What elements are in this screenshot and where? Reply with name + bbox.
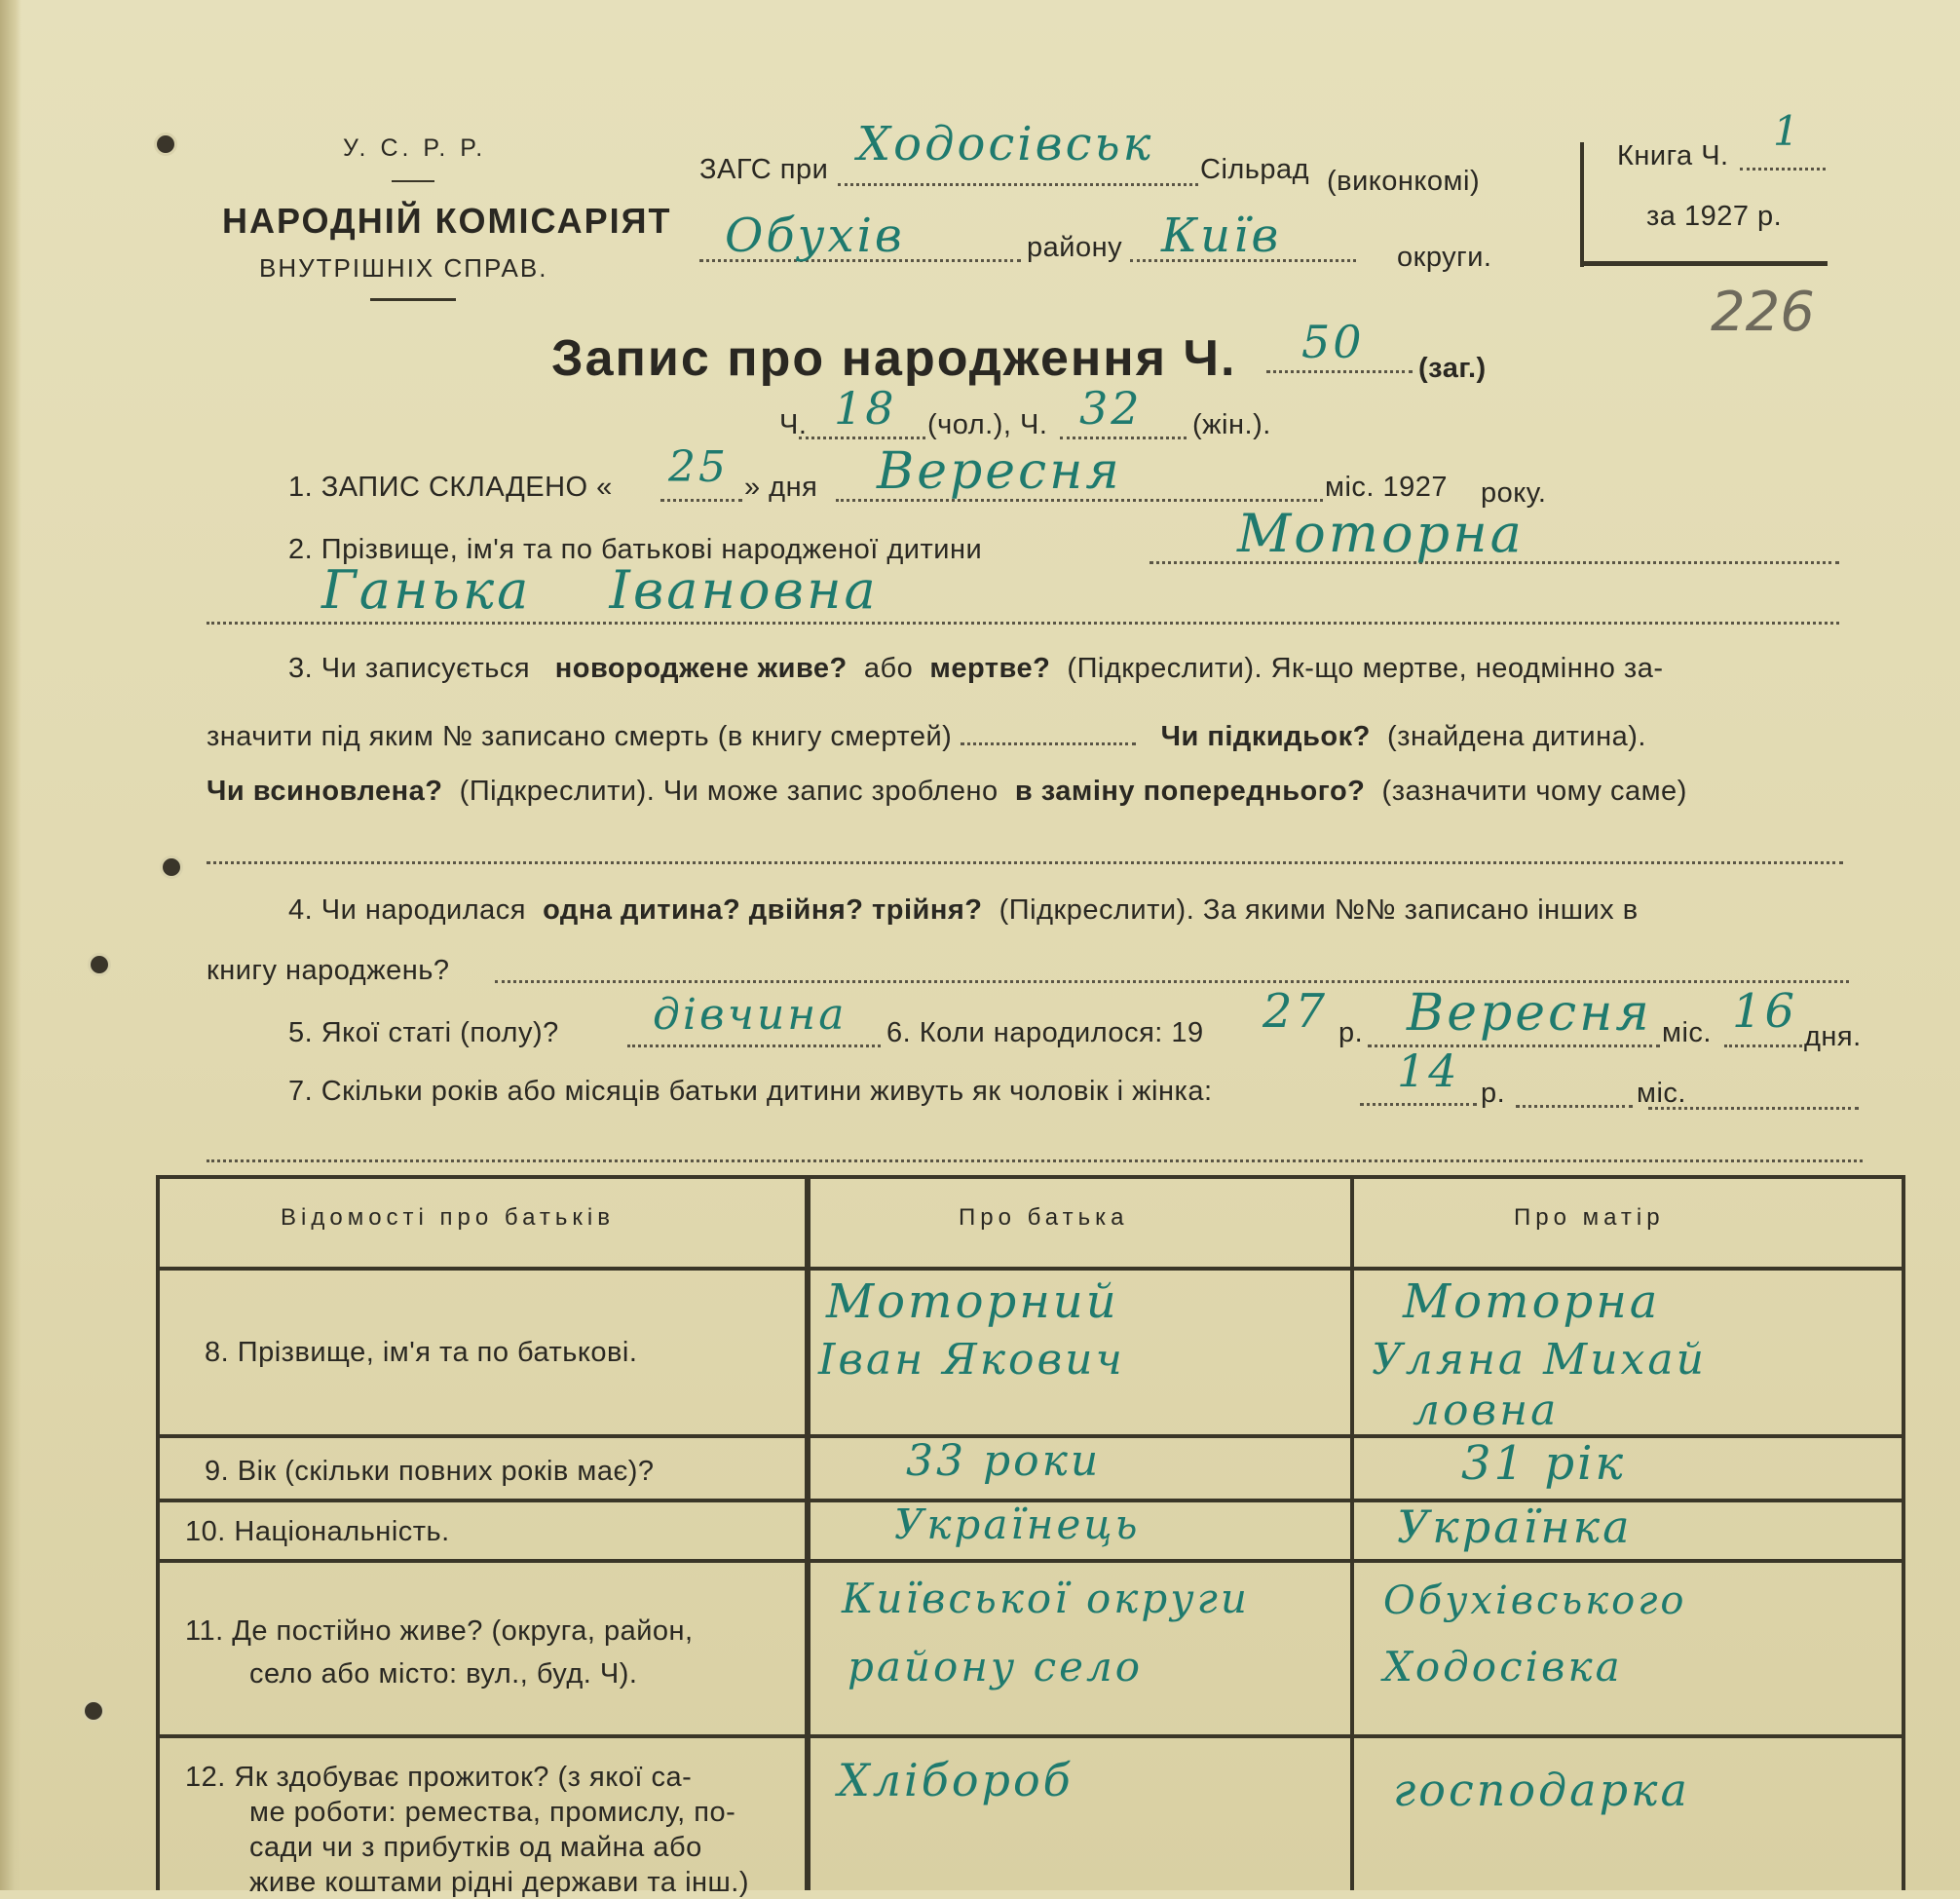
row10-mother: Українка xyxy=(1397,1500,1633,1553)
item2-value-b: Ганька Івановна xyxy=(321,559,879,621)
row8-father: Моторний xyxy=(826,1274,1119,1329)
item7-r: р. xyxy=(1481,1078,1506,1109)
okruh-value: Київ xyxy=(1161,209,1282,263)
row9-label: 9. Вік (скільки повних років має)? xyxy=(205,1456,655,1487)
row11-father: Київської округи xyxy=(842,1575,1250,1622)
row8-mother-b: Уляна Михай xyxy=(1372,1335,1707,1385)
col-header-father: Про батька xyxy=(959,1204,1129,1231)
record-title: Запис про народження Ч. xyxy=(551,330,1237,387)
row11-mother: Обухівського xyxy=(1383,1578,1687,1623)
item6-year: 27 xyxy=(1263,984,1329,1039)
general-label: (заг.) xyxy=(1418,353,1487,384)
silrad-label: Сільрад xyxy=(1200,154,1310,185)
okruh-label: округи. xyxy=(1397,242,1492,273)
item3-line3: Чи всиновлена? (Підкреслити). Чи може запис зроблено в заміну попереднього? (зазначити чому саме) xyxy=(207,776,1687,807)
zags-label: ЗАГС при xyxy=(699,154,829,185)
row8-mother-c: ловна xyxy=(1413,1386,1560,1435)
row12-label-a: 12. Як здобуває прожиток? (з якої са- xyxy=(185,1762,693,1793)
row12-label-b: ме роботи: ремества, промислу, по- xyxy=(249,1797,736,1828)
row10-father: Українець xyxy=(894,1500,1141,1548)
female-label: (жін.). xyxy=(1192,409,1271,440)
zags-value: Ходосівськ xyxy=(857,117,1154,171)
item2-value-a: Моторна xyxy=(1237,503,1525,564)
male-count: 18 xyxy=(834,382,897,435)
republic-label: У. С. Р. Р. xyxy=(343,134,487,162)
binding-hole xyxy=(82,1699,105,1723)
item6-month: Вересня xyxy=(1407,984,1652,1043)
rayon-label: району xyxy=(1027,232,1123,263)
row12-label-c: сади чи з прибутків од майна або xyxy=(249,1832,702,1863)
year-label: за 1927 р. xyxy=(1646,201,1783,232)
row10-label: 10. Національність. xyxy=(185,1516,450,1547)
binding-hole xyxy=(154,133,177,156)
item5-value: дівчина xyxy=(653,990,848,1040)
item6-mis: міс. xyxy=(1662,1017,1712,1048)
page-number: 226 xyxy=(1711,281,1815,344)
row8-father-b: Іван Якович xyxy=(818,1335,1125,1385)
col-header-mother: Про матір xyxy=(1514,1204,1665,1231)
row8-mother: Моторна xyxy=(1403,1274,1661,1329)
row9-mother: 31 рік xyxy=(1461,1436,1627,1491)
item1-suffix: міс. 1927 xyxy=(1325,472,1449,503)
item1-month: Вересня xyxy=(877,442,1122,501)
item1-day: 25 xyxy=(668,442,729,492)
row9-father: 33 роки xyxy=(906,1436,1102,1486)
item1-prefix: 1. ЗАПИС СКЛАДЕНО « xyxy=(288,472,613,503)
item7-years: 14 xyxy=(1397,1044,1460,1097)
binding-hole xyxy=(160,855,183,879)
row8-label: 8. Прізвище, ім'я та по батькові. xyxy=(205,1337,638,1368)
rayon-value: Обухів xyxy=(725,209,905,263)
row12-label-d: живе коштами рідні держави та інш.) xyxy=(249,1867,750,1898)
book-label: Книга Ч. xyxy=(1617,140,1729,171)
item7-label: 7. Скільки років або місяців батьки дитини живуть як чоловік і жінка: xyxy=(288,1076,1213,1107)
book-value: 1 xyxy=(1773,107,1802,155)
male-label: (чол.), Ч. xyxy=(927,409,1048,440)
row12-mother: господарка xyxy=(1393,1764,1690,1816)
item7-mis: міс. xyxy=(1637,1078,1686,1109)
female-count: 32 xyxy=(1079,382,1143,435)
item4-line1: 4. Чи народилася одна дитина? двійня? трійня? (Підкреслити). За якими №№ записано інших в xyxy=(288,894,1639,926)
item3-line1: 3. Чи записується новороджене живе? або мертве? (Підкреслити). Як-що мертве, неодмінно за- xyxy=(288,653,1664,684)
ch-label: Ч. xyxy=(779,409,808,440)
paper-edge xyxy=(0,0,21,1890)
vykonkom-label: (виконкомі) xyxy=(1327,166,1481,197)
ministry-subtitle: ВНУТРІШНІХ СПРАВ. xyxy=(259,253,548,283)
item6-dnya: дня. xyxy=(1804,1021,1862,1052)
item6-r: р. xyxy=(1338,1017,1364,1048)
item1-end: року. xyxy=(1481,477,1547,509)
ministry-title: НАРОДНІЙ КОМІСАРІЯТ xyxy=(222,201,672,241)
row11-mother-b: Ходосівка xyxy=(1383,1643,1623,1690)
row12-father: Хлібороб xyxy=(838,1754,1074,1806)
item3-line2: значити під яким № записано смерть (в книгу смертей) Чи підкидьок? (знайдена дитина). xyxy=(207,713,1646,753)
item6-day: 16 xyxy=(1732,984,1798,1039)
record-number: 50 xyxy=(1301,316,1365,368)
col-header-info: Відомості про батьків xyxy=(281,1204,615,1231)
item2-label: 2. Прізвище, ім'я та по батькові народженої дитини xyxy=(288,534,983,565)
row11-label-a: 11. Де постійно живе? (округа, район, xyxy=(185,1615,694,1647)
item4-line2: книгу народжень? xyxy=(207,955,450,986)
row11-label-b: село або місто: вул., буд. Ч). xyxy=(249,1658,638,1690)
item1-mid: » дня xyxy=(744,472,818,503)
row11-father-b: району село xyxy=(848,1643,1144,1690)
item5-label: 5. Якої статі (полу)? xyxy=(288,1017,559,1048)
item6-label: 6. Коли народилося: 19 xyxy=(886,1017,1204,1048)
binding-hole xyxy=(88,953,111,976)
